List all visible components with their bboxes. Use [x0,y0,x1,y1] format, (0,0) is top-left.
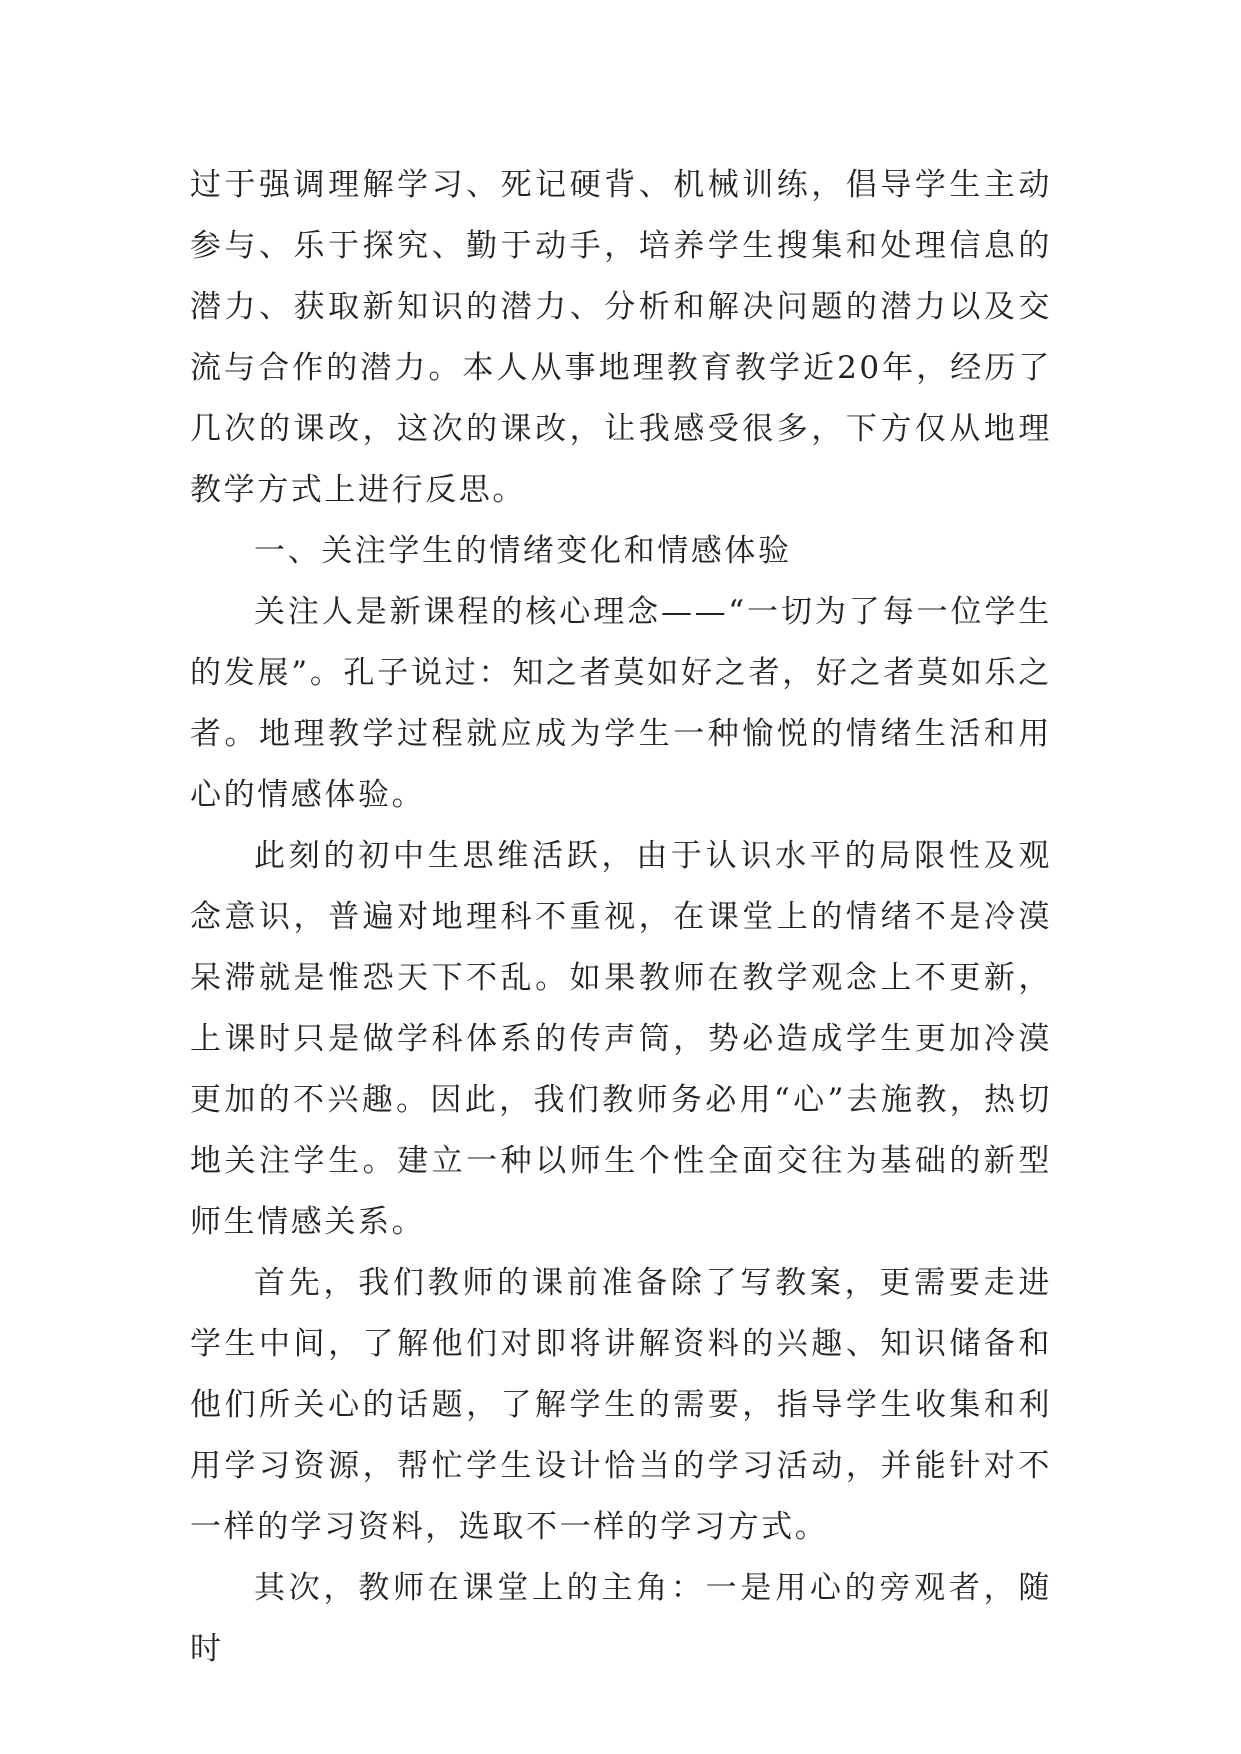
paragraph: 此刻的初中生思维活跃，由于认识水平的局限性及观念意识，普遍对地理科不重视，在课堂上的情绪不是冷漠呆滞就是惟恐天下不乱。如果教师在教学观念上不更新，上课时只是做学科体系的传声筒，势必造成学生更加冷漠更加的不兴趣。因此，我们教师务必用“心”去施教，热切地关注学生。建立一种以师生个性全面交往为基础的新型师生情感关系。 [190,838,1052,1240]
paragraph-continuation: 过于强调理解学习、死记硬背、机械训练，倡导学生主动参与、乐于探究、勤于动手，培养学生搜集和处理信息的潜力、获取新知识的潜力、分析和解决问题的潜力以及交流与合作的潜力。本人从事地理教育教学近20年，经历了几次的课改，这次的课改，让我感受很多，下方仅从地理教学方式上进行反思。 [190,167,1052,508]
document-body [190,155,1052,1680]
paragraph: 关注人是新课程的核心理念——“一切为了每一位学生的发展”。孔子说过：知之者莫如好之者，好之者莫如乐之者。地理教学过程就应成为学生一种愉悦的情绪生活和用心的情感体验。 [190,594,1052,813]
section-heading: 一、关注学生的情绪变化和情感体验 [254,533,792,569]
paragraph: 其次，教师在课堂上的主角：一是用心的旁观者，随时 [190,1570,1052,1667]
paragraph: 首先，我们教师的课前准备除了写教案，更需要走进学生中间，了解他们对即将讲解资料的兴趣、知识储备和他们所关心的话题，了解学生的需要，指导学生收集和利用学习资源，帮忙学生设计恰当的学习活动，并能针对不一样的学习资料，选取不一样的学习方式。 [190,1265,1052,1545]
